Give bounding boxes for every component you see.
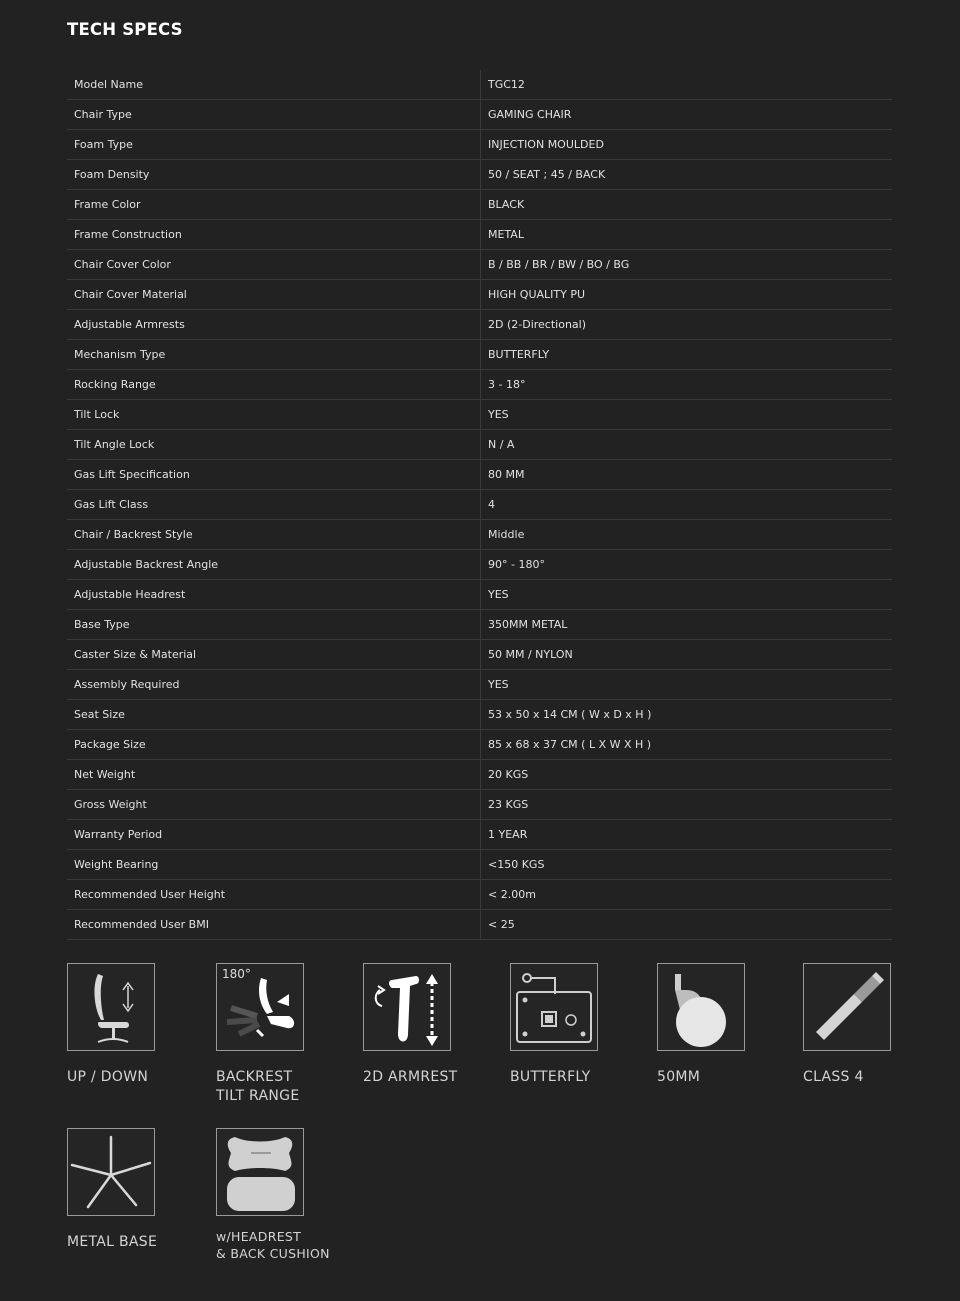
spec-row bbox=[67, 820, 892, 850]
spec-value: 20 KGS bbox=[481, 760, 893, 790]
spec-value: 350MM METAL bbox=[481, 610, 893, 640]
spec-label: Chair Cover Color bbox=[67, 250, 481, 280]
chair-height-icon bbox=[67, 963, 155, 1051]
spec-row bbox=[67, 610, 892, 640]
spec-row bbox=[67, 760, 892, 790]
spec-label: Gas Lift Specification bbox=[67, 460, 481, 490]
spec-row bbox=[67, 880, 892, 910]
spec-row bbox=[67, 370, 892, 400]
spec-value: 23 KGS bbox=[481, 790, 893, 820]
pillow-icon bbox=[216, 1128, 304, 1216]
spec-value: INJECTION MOULDED bbox=[481, 130, 893, 160]
spec-row bbox=[67, 580, 892, 610]
spec-label: Base Type bbox=[67, 610, 481, 640]
spec-row bbox=[67, 340, 892, 370]
feature-label: UP / DOWN bbox=[67, 1069, 149, 1085]
spec-row bbox=[67, 190, 892, 220]
spec-row bbox=[67, 160, 892, 190]
spec-label: Adjustable Backrest Angle bbox=[67, 550, 481, 580]
spec-label: Warranty Period bbox=[67, 820, 481, 850]
spec-label: Recommended User Height bbox=[67, 880, 481, 910]
feature-label: BUTTERFLY bbox=[510, 1069, 591, 1085]
spec-row bbox=[67, 520, 892, 550]
spec-value: 4 bbox=[481, 490, 893, 520]
spec-value: YES bbox=[481, 400, 893, 430]
star-base-icon bbox=[67, 1128, 155, 1216]
spec-value: 3 - 18° bbox=[481, 370, 893, 400]
spec-value: BUTTERFLY bbox=[481, 340, 893, 370]
spec-value: B / BB / BR / BW / BO / BG bbox=[481, 250, 893, 280]
spec-value: 50 MM / NYLON bbox=[481, 640, 893, 670]
spec-value: 90° - 180° bbox=[481, 550, 893, 580]
spec-row bbox=[67, 250, 892, 280]
spec-label: Gas Lift Class bbox=[67, 490, 481, 520]
spec-value: YES bbox=[481, 670, 893, 700]
spec-row bbox=[67, 490, 892, 520]
feature-2d-armrest bbox=[363, 963, 503, 1087]
spec-value: GAMING CHAIR bbox=[481, 100, 893, 130]
spec-label: Foam Type bbox=[67, 130, 481, 160]
spec-row bbox=[67, 130, 892, 160]
spec-row bbox=[67, 640, 892, 670]
spec-value: HIGH QUALITY PU bbox=[481, 280, 893, 310]
armrest-icon bbox=[363, 963, 451, 1051]
tilt-angle-text: 180° bbox=[222, 967, 251, 981]
spec-row bbox=[67, 910, 892, 940]
spec-row bbox=[67, 400, 892, 430]
feature-headrest-cushion bbox=[216, 1128, 356, 1262]
spec-value: 2D (2-Directional) bbox=[481, 310, 893, 340]
spec-row bbox=[67, 220, 892, 250]
spec-value: BLACK bbox=[481, 190, 893, 220]
spec-value: YES bbox=[481, 580, 893, 610]
spec-value: 80 MM bbox=[481, 460, 893, 490]
spec-label: Frame Color bbox=[67, 190, 481, 220]
spec-label: Foam Density bbox=[67, 160, 481, 190]
spec-row bbox=[67, 460, 892, 490]
spec-row bbox=[67, 550, 892, 580]
spec-row bbox=[67, 70, 892, 100]
feature-label: BACKREST TILT RANGE bbox=[216, 1069, 300, 1104]
spec-value: < 25 bbox=[481, 910, 893, 940]
spec-row bbox=[67, 670, 892, 700]
spec-label: Caster Size & Material bbox=[67, 640, 481, 670]
spec-label: Rocking Range bbox=[67, 370, 481, 400]
spec-label: Adjustable Headrest bbox=[67, 580, 481, 610]
spec-label: Package Size bbox=[67, 730, 481, 760]
spec-row bbox=[67, 700, 892, 730]
spec-row bbox=[67, 790, 892, 820]
spec-label: Frame Construction bbox=[67, 220, 481, 250]
spec-value: Middle bbox=[481, 520, 893, 550]
feature-50mm bbox=[657, 963, 797, 1087]
spec-value: 1 YEAR bbox=[481, 820, 893, 850]
spec-label: Tilt Lock bbox=[67, 400, 481, 430]
spec-value: 85 x 68 x 37 CM ( L X W X H ) bbox=[481, 730, 893, 760]
spec-value: 53 x 50 x 14 CM ( W x D x H ) bbox=[481, 700, 893, 730]
feature-backrest-tilt bbox=[216, 963, 356, 1106]
feature-label: CLASS 4 bbox=[803, 1069, 864, 1085]
spec-row bbox=[67, 280, 892, 310]
spec-row bbox=[67, 100, 892, 130]
spec-label: Tilt Angle Lock bbox=[67, 430, 481, 460]
feature-class-4 bbox=[803, 963, 943, 1087]
spec-value: 50 / SEAT ; 45 / BACK bbox=[481, 160, 893, 190]
spec-label: Gross Weight bbox=[67, 790, 481, 820]
spec-value: < 2.00m bbox=[481, 880, 893, 910]
tech-specs-table bbox=[67, 70, 892, 940]
spec-row bbox=[67, 730, 892, 760]
spec-label: Assembly Required bbox=[67, 670, 481, 700]
spec-row bbox=[67, 430, 892, 460]
spec-value: TGC12 bbox=[481, 70, 893, 100]
spec-label: Net Weight bbox=[67, 760, 481, 790]
spec-value: N / A bbox=[481, 430, 893, 460]
spec-label: Model Name bbox=[67, 70, 481, 100]
butterfly-mechanism-icon bbox=[510, 963, 598, 1051]
spec-label: Weight Bearing bbox=[67, 850, 481, 880]
spec-label: Chair Type bbox=[67, 100, 481, 130]
backrest-tilt-icon bbox=[216, 963, 304, 1051]
spec-label: Seat Size bbox=[67, 700, 481, 730]
spec-label: Mechanism Type bbox=[67, 340, 481, 370]
spec-value: METAL bbox=[481, 220, 893, 250]
feature-label: 2D ARMREST bbox=[363, 1069, 458, 1085]
spec-row bbox=[67, 310, 892, 340]
spec-row bbox=[67, 850, 892, 880]
spec-label: Chair / Backrest Style bbox=[67, 520, 481, 550]
spec-value: <150 KGS bbox=[481, 850, 893, 880]
feature-up-down bbox=[67, 963, 207, 1087]
gas-lift-icon bbox=[803, 963, 891, 1051]
feature-metal-base bbox=[67, 1128, 207, 1252]
feature-label: w/HEADREST & BACK CUSHION bbox=[216, 1229, 330, 1261]
feature-label: 50MM bbox=[657, 1069, 701, 1085]
page-title: TECH SPECS bbox=[67, 20, 183, 39]
spec-label: Recommended User BMI bbox=[67, 910, 481, 940]
feature-butterfly bbox=[510, 963, 650, 1087]
spec-label: Adjustable Armrests bbox=[67, 310, 481, 340]
feature-label: METAL BASE bbox=[67, 1234, 158, 1250]
spec-label: Chair Cover Material bbox=[67, 280, 481, 310]
caster-wheel-icon bbox=[657, 963, 745, 1051]
